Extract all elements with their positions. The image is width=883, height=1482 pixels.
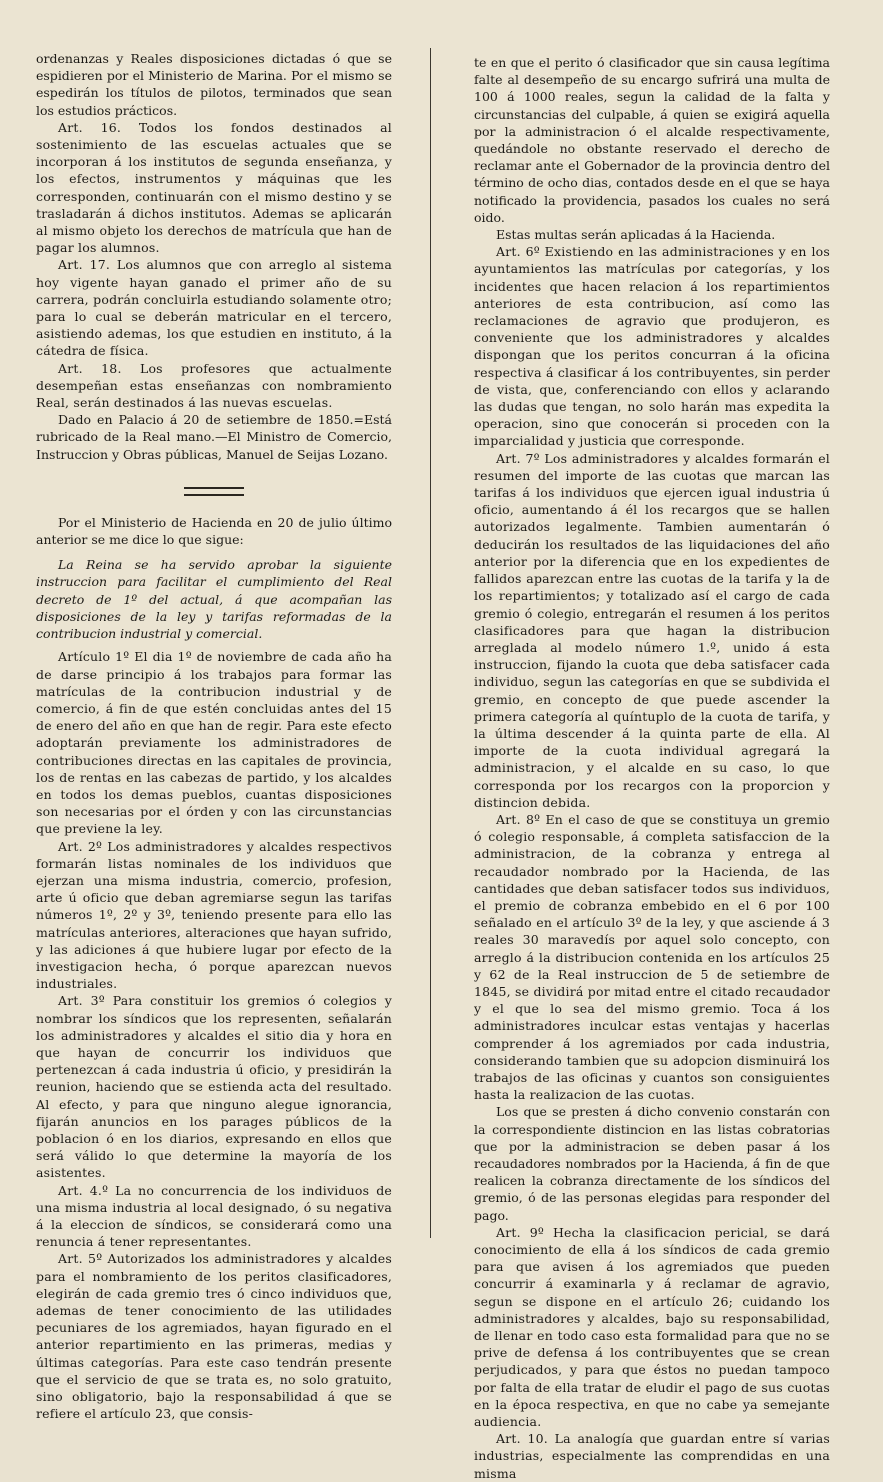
royal-instruction-heading: La Reina se ha servido aprobar la siguiente instruccion para facilitar el cumplimiento del Real decreto de 1º del actual, á que acompañan las disposiciones de la ley y tarifas reformadas de la contribucion industrial y comercial.	[36, 557, 392, 642]
article-18: Art. 18. Los profesores que actualmente desempeñan estas enseñanzas con nombramiento Real, serán destinados á las nuevas escuelas.	[36, 360, 392, 411]
article-10: Art. 10. La analogía que guardan entre sí varias industrias, especialmente las comprendidas en una misma	[474, 1431, 830, 1481]
article-9: Art. 9º Hecha la clasificacion pericial, se dará conocimiento de ella á los síndicos de cada gremio para que avisen á los agremiados que pueden concurrir á examinarla y á reclamar de agravio, segun se dispone en el artículo 26; cuidando los administradores y alcaldes, bajo su responsabilidad, de llenar en todo caso esta formalidad para que no se prive de defensa á los contribuyentes que se crean perjudicados, y para que éstos no puedan tampoco por falta de ella tratar de eludir el pago de sus cuotas en la época respectiva, en que no cabe ya semejante audiencia.	[474, 1224, 830, 1430]
article-2: Art. 2º Los administradores y alcaldes respectivos formarán listas nominales de los individuos que ejerzan una misma industria, comercio, profesion, arte ú oficio que deban agremiarse segun las tarifas números 1º, 2º y 3º, teniendo presente para ello las matrículas anteriores, alteraciones que hayan sufrido, y las adiciones á que hubiere lugar por efecto de la investigacion hecha, ó porque aparezcan nuevos industriales.	[36, 838, 392, 992]
article-4: Art. 4.º La no concurrencia de los individuos de una misma industria al local designado, ó su negativa á la eleccion de síndicos, se considerará como una renuncia á tener representantes.	[36, 1182, 392, 1250]
agreement-paragraph: Los que se presten á dicho convenio constarán con la correspondiente distincion en las listas cobratorias que por la administracion se deben pasar á los recaudadores nombrados por la Hacienda, á fin de que realicen la cobranza directamente de los síndicos del gremio, ó de las personas elegidas para responder del pago.	[474, 1104, 830, 1223]
left-column	[36, 50, 392, 1422]
paragraph-continuation: ordenanzas y Reales disposiciones dictadas ó que se espidieren por el Ministerio de Marina. Por el mismo se espedirán los títulos de pilotos, terminados que sean los estudios prácticos.	[36, 51, 392, 118]
column-divider	[430, 48, 431, 1238]
section-divider	[184, 487, 244, 496]
article-7: Art. 7º Los administradores y alcaldes formarán el resumen del importe de las cuotas que marcan las tarifas á los individuos que ejercen igual industria ú oficio, aumentando á él los recargos que se hallen autorizados legalmente. Tambien aumentarán ó deducirán los resultados de las liquidaciones del año anterior por la diferencia que en los expedientes de fallidos aparezcan entre las cuotas de la tarifa y la de los repartimientos; y totalizado así el cargo de cada gremio ó colegio, entregarán el resumen á los peritos clasificadores para que hagan la distribucion arreglada al modelo número 1.º, unido á esta instruccion, fijando la cuota que deba satisfacer cada individuo, segun las categorías en que se subdivida el gremio, en concepto de que puede ascender la primera categoría al quíntuplo de la cuota de tarifa, y la última descender á la quinta parte de ella. Al importe de la cuota individual agregará la administracion, y el alcalde en su caso, lo que corresponda por los recargos con la proporcion y distincion debida.	[474, 450, 830, 810]
article-8: Art. 8º En el caso de que se constituya un gremio ó colegio responsable, á completa satisfaccion de la administracion, de la cobranza y entrega al recaudador nombrado por la Hacienda, de las cantidades que deban satisfacer todos sus individuos, el premio de cobranza embebido en el 6 por 100 señalado en el artículo 3º de la ley, y que asciende á 3 reales 30 maravedís por aquel solo concepto, con arreglo á la distribucion contenida en los artículos 25 y 62 de la Real instruccion de 5 de setiembre de 1845, se dividirá por mitad entre el citado recaudador y el que lo sea del mismo gremio. Toca á los administradores inculcar estas ventajas y hacerlas comprender á los agremiados por cada industria, considerando tambien que su adopcion disminuirá los trabajos de las oficinas y cuantos son consiguientes hasta la realizacion de las cuotas.	[474, 811, 830, 1103]
right-column	[474, 54, 830, 1482]
article-1: Artículo 1º El dia 1º de noviembre de cada año ha de darse principio á los trabajos para formar las matrículas de la contribucion industrial y de comercio, á fin de que estén concluidas antes del 15 de enero del año en que han de regir. Para este efecto adoptarán previamente los administradores de contribuciones directas en las capitales de provincia, los de rentas en las cabezas de partido, y los alcaldes en todos los demas pueblos, cuantas disposiciones son necesarias por el órden y con las circunstancias que previene la ley.	[36, 649, 392, 837]
article-17: Art. 17. Los alumnos que con arreglo al sistema hoy vigente hayan ganado el primer año de su carrera, podrán concluirla estudiando solamente otro; para lo cual se deberán matricular en el tercero, asistiendo ademas, los que estudien en instituto, á la cátedra de física.	[36, 257, 392, 359]
article-5: Art. 5º Autorizados los administradores y alcaldes para el nombramiento de los peritos clasificadores, elegirán de cada gremio tres ó cinco individuos que, ademas de tener conocimiento de las utilidades pecuniares de los agremiados, hayan figurado en el anterior repartimiento en las primeras, medias y últimas categorías. Para este caso tendrán presente que el servicio de que se trata es, no solo gratuito, sino obligatorio, bajo la responsabilidad á que se refiere el artículo 23, que consis-	[36, 1251, 392, 1422]
article-6: Art. 6º Existiendo en las administraciones y en los ayuntamientos las matrículas por categorías, y los incidentes que hacen relacion á los repartimientos anteriores de esta contribucion, así como las reclamaciones de agravio que produjeron, es conveniente que los administradores y alcaldes dispongan que los peritos concurran á la oficina respectiva á clasificar á los contribuyentes, sin perder de vista, que, conferenciando con ellos y aclarando las dudas que tengan, no solo harán mas expedita la operacion, sino que conocerán si proceden con la imparcialidad y justicia que corresponde.	[474, 244, 830, 449]
article-16: Art. 16. Todos los fondos destinados al sostenimiento de las escuelas actuales que se incorporan á los institutos de segunda enseñanza, y los efectos, instrumentos y máquinas que les corresponden, continuarán con el mismo destino y se trasladarán á dichos institutos. Ademas se aplicarán al mismo objeto los derechos de matrícula que han de pagar los alumnos.	[36, 119, 392, 256]
article-3: Art. 3º Para constituir los gremios ó colegios y nombrar los síndicos que los representen, señalarán los administradores y alcaldes el sitio dia y hora en que hayan de concurrir los individuos que pertenezcan á cada industria ú oficio, y presidirán la reunion, haciendo que se estienda acta del resultado. Al efecto, y para que ninguno alegue ignorancia, fijarán anuncios en los parages públicos de la poblacion ó en los diarios, expresando en ellos que será válido lo que determine la mayoría de los asistentes.	[36, 993, 392, 1181]
ministry-intro: Por el Ministerio de Hacienda en 20 de julio último anterior se me dice lo que sigue:	[36, 514, 392, 548]
paragraph-continuation: te en que el perito ó clasificador que sin causa legítima falte al desempeño de su encargo sufrirá una multa de 100 á 1000 reales, segun la calidad de la falta y circunstancias del culpable, á quien se exigirá aquella por la administracion ó el alcalde respectivamente, quedándole no obstante reservado el derecho de reclamar ante el Gobernador de la provincia dentro del término de ocho dias, contados desde en el que se haya notificado la providencia, pasados los cuales no será oido.	[474, 55, 830, 225]
fines-note: Estas multas serán aplicadas á la Hacienda.	[496, 227, 776, 243]
signature-block: Dado en Palacio á 20 de setiembre de 1850.=Está rubricado de la Real mano.—El Ministro de Comercio, Instruccion y Obras públicas, Manuel de Seijas Lozano.	[36, 412, 392, 462]
